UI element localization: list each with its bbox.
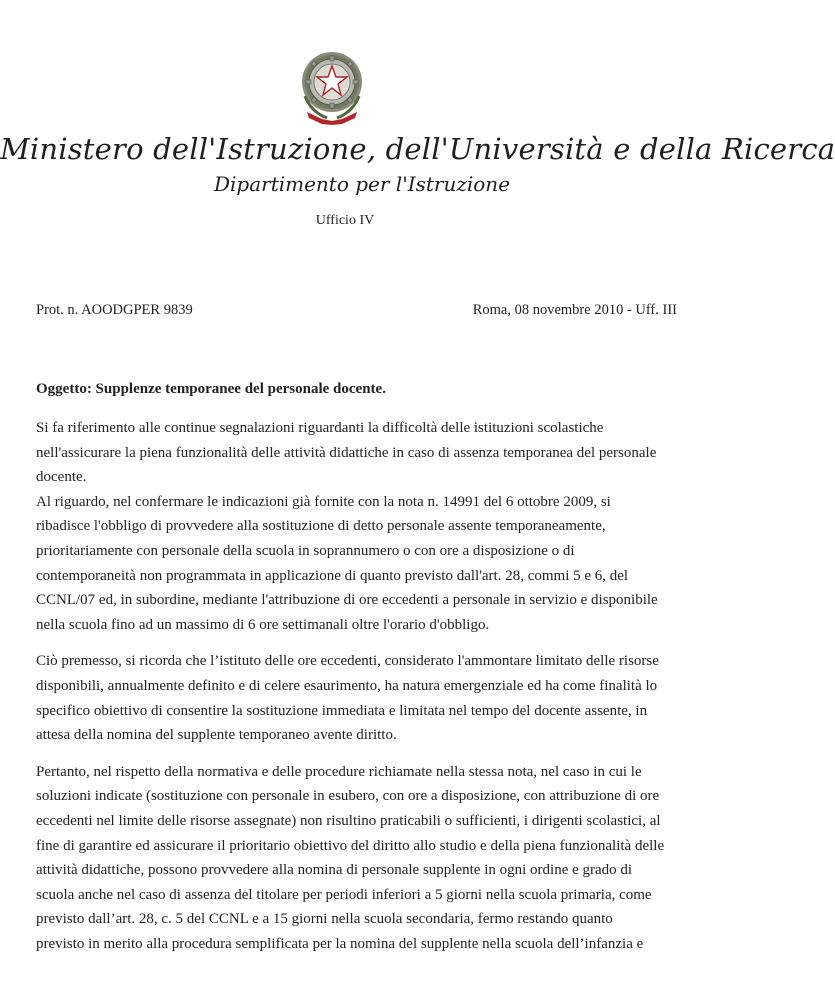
body-line: nell'assicurare la piena funzionalità delle attività didattiche in caso di assenza temporanea del personale (36, 444, 657, 461)
body-line: previsto in merito alla procedura semplificata per la nomina del supplente nella scuola dell’infanzia e (36, 935, 644, 952)
body-line: docente. (36, 469, 87, 486)
body-line: Si fa riferimento alle continue segnalazioni riguardanti la difficoltà delle istituzioni scolastiche (36, 420, 604, 436)
paragraph-1 (36, 416, 696, 637)
paragraph-3 (36, 760, 696, 957)
body-line: Ciò premesso, si ricorda che l’istituto delle ore eccedenti, considerato l'ammontare limitato delle risorse (36, 653, 659, 670)
body-line: Pertanto, nel rispetto della normativa e delle procedure richiamate nella stessa nota, nel caso in cui le (36, 763, 642, 780)
body-line: Al riguardo, nel confermare le indicazioni già fornite con la nota n. 14991 del 6 ottobre 2009, si (36, 493, 611, 510)
protocol-number: Prot. n. AOODGPER 9839 (36, 302, 193, 318)
body-line: CCNL/07 ed, in subordine, mediante l'attribuzione di ore eccedenti a personale in servizio e disponibile (36, 592, 658, 609)
subject-line: Oggetto: Supplenze temporanee del personale docente. (36, 381, 386, 397)
body-line: eccedenti nel limite delle risorse assegnate) non risultino praticabili o sufficienti, i dirigenti scolastici, al (36, 812, 661, 829)
body-line: attività didattiche, possono provvedere alla nomina di personale supplente in ogni ordine e grado di (36, 862, 633, 879)
office-label: Ufficio IV (315, 213, 375, 228)
body-line: prioritariamente con personale della scuola in soprannumero o con ore a disposizione o di (36, 542, 575, 559)
body-line: fine di garantire ed assicurare il prioritario obiettivo del diritto allo studio e della piena funzionalità delle (36, 837, 665, 854)
body-line: disponibili, annualmente definito e di celere esaurimento, ha natura emergenziale ed ha come finalità lo (36, 677, 658, 694)
letter-body (36, 416, 696, 968)
body-line: previsto dall’art. 28, c. 5 del CCNL e a 15 giorni nella scuola secondaria, fermo restando quanto (36, 911, 613, 928)
body-line: contemporaneità non programmata in applicazione di quanto previsto dall'art. 28, commi 5 e 6, del (36, 567, 629, 584)
body-line: nella scuola fino ad un massimo di 6 ore settimanali oltre l'orario d'obbligo. (36, 616, 490, 633)
place-date: Roma, 08 novembre 2010 - Uff. III (472, 302, 677, 318)
body-line: ribadisce l'obbligo di provvedere alla sostituzione di detto personale assente temporaneamente, (36, 518, 606, 535)
ministry-title: Ministero dell'Istruzione, dell'Università e della Ricerca (0, 132, 835, 166)
body-line: scuola anche nel caso di assenza del titolare per periodi inferiori a 5 giorni nella scuola primaria, come (36, 886, 652, 903)
department-title: Dipartimento per l'Istruzione (213, 172, 511, 196)
paragraph-2 (36, 649, 696, 747)
republic-emblem-icon (297, 48, 367, 126)
body-line: specifico obiettivo di consentire la sostituzione immediata e limitata nel tempo del docente assente, in (36, 702, 648, 719)
body-line: soluzioni indicate (sostituzione con personale in esubero, con ore a disposizione, con attribuzione di ore (36, 788, 660, 805)
body-line: attesa della nomina del supplente temporaneo avente diritto. (36, 727, 397, 744)
